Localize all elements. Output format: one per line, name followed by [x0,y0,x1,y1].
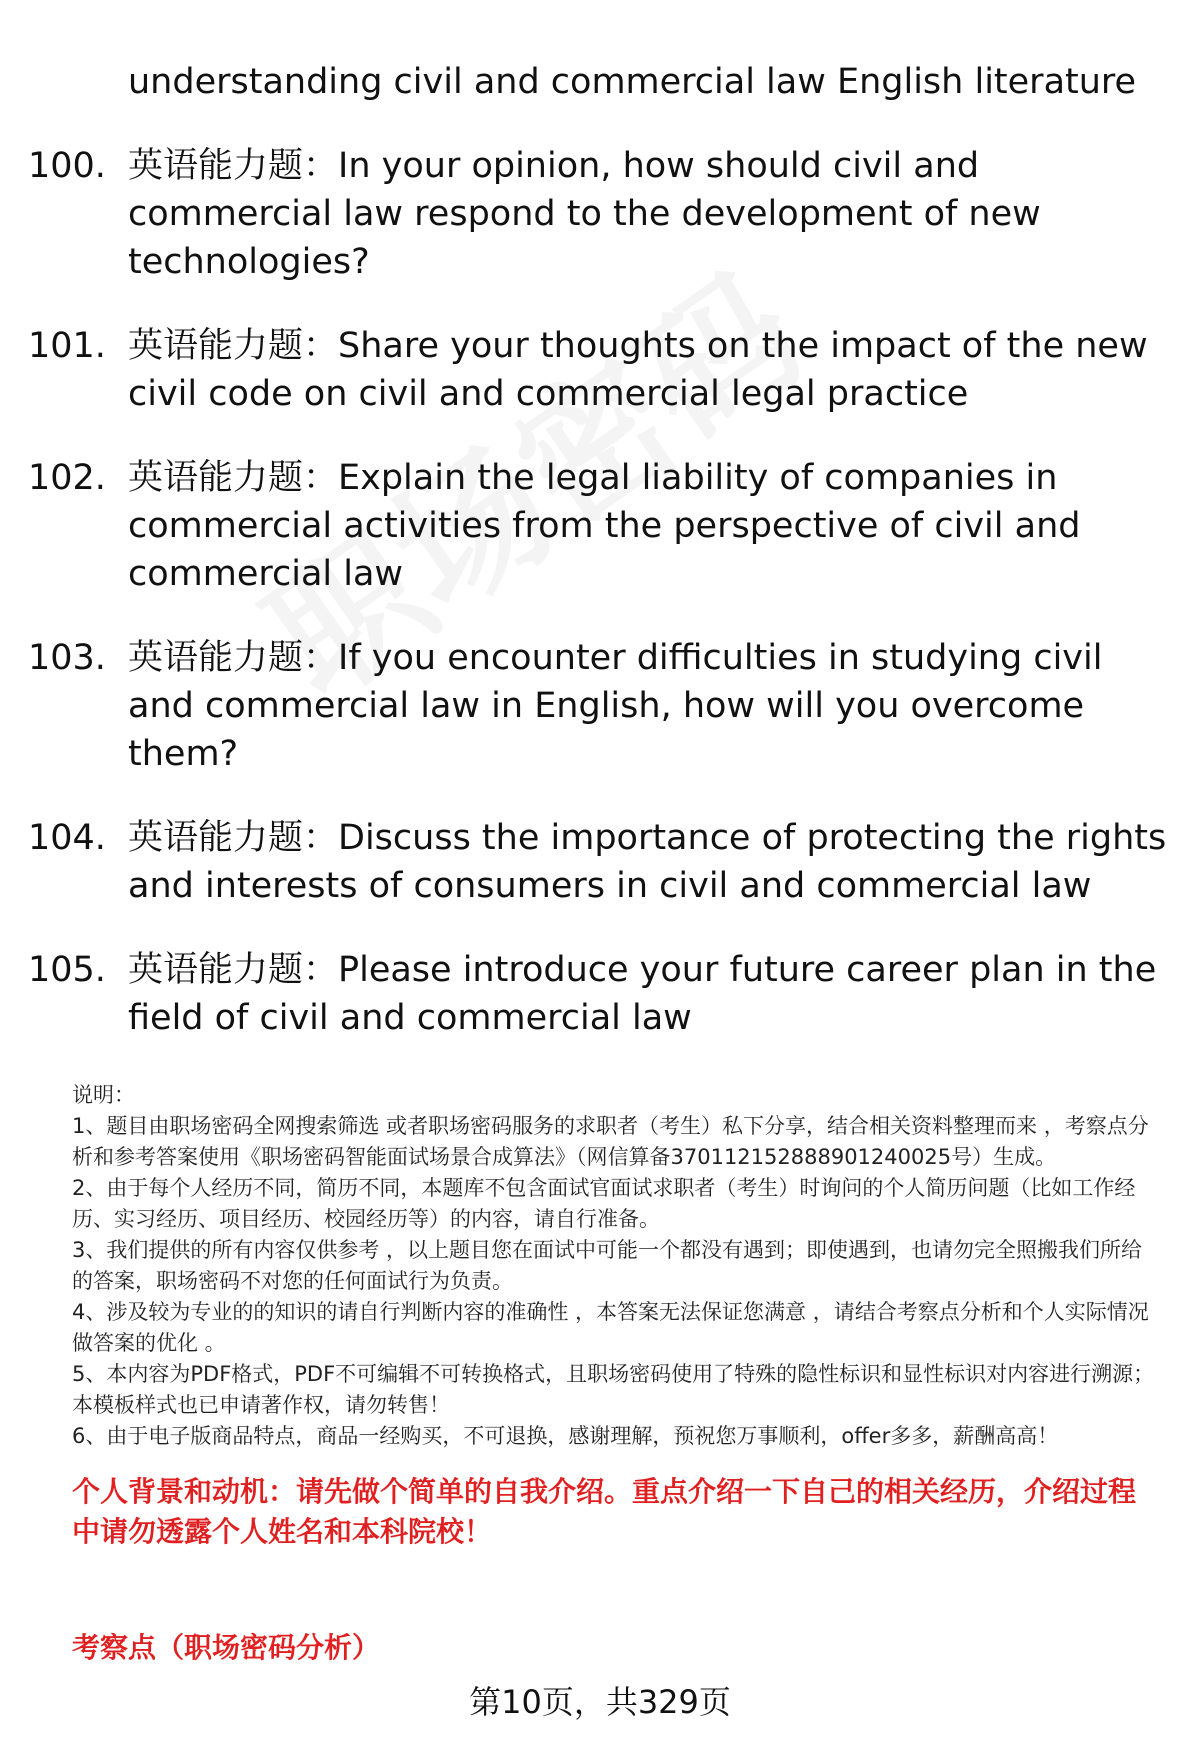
question-number: 103. [28,638,106,678]
question-text: 英语能力题：Discuss the importance of protecting the rights and interests of consumers in civil and commercial law [128,818,1167,906]
question-text: 英语能力题：Explain the legal liability of companies in commercial activities from the perspective of civil and commercial law [128,458,1081,594]
question-item [28,454,1168,598]
note-item: 4、涉及较为专业的的知识的请自行判断内容的准确性 ，本答案无法保证您满意 ，请结合考察点分析和个人实际情况做答案的优化 。 [72,1300,1149,1355]
note-item: 5、本内容为PDF格式，PDF不可编辑不可转换格式，且职场密码使用了特殊的隐性标识和显性标识对内容进行溯源；本模板样式也已申请著作权，请勿转售！ [72,1362,1155,1417]
question-item [28,814,1168,910]
question-number: 101. [28,326,106,366]
question-number: 105. [28,950,106,990]
page-footer: 第10页，共329页 [469,1683,731,1721]
section-heading: 考察点（职场密码分析） [72,1631,381,1664]
notes-title: 说明： [72,1083,135,1107]
note-item: 3、我们提供的所有内容仅供参考 ，以上题目您在面试中可能一个都没有遇到；即使遇到，也请勿完全照搬我们所给的答案，职场密码不对您的任何面试行为负责。 [72,1238,1143,1293]
note-item: 1、题目由职场密码全网搜索筛选 或者职场密码服务的求职者（考生）私下分享，结合相关资料整理而来 ，考察点分析和参考答案使用《职场密码智能面试场景合成算法》（网信算备370112152888901240025号）生成。 [72,1114,1149,1169]
note-item: 6、由于电子版商品特点，商品一经购买，不可退换，感谢理解，预祝您万事顺利，offer多多，薪酬高高！ [72,1424,1059,1448]
question-text: 英语能力题：If you encounter difficulties in studying civil and commercial law in English, how will you overcome them? [128,638,1103,774]
question-number: 102. [28,458,106,498]
question-text: 英语能力题：Share your thoughts on the impact of the new civil code on civil and commercial legal practice [128,326,1148,414]
highlight-question: 个人背景和动机：请先做个简单的自我介绍。重点介绍一下自己的相关经历，介绍过程中请勿透露个人姓名和本科院校！ [72,1475,1137,1548]
question-text: 英语能力题：Please introduce your future career plan in the field of civil and commercial law [128,950,1157,1038]
question-continuation: understanding civil and commercial law English literature [128,62,1137,102]
question-item [28,634,1168,778]
note-item: 2、由于每个人经历不同，简历不同，本题库不包含面试官面试求职者（考生）时询问的个人简历问题（比如工作经历、实习经历、项目经历、校园经历等）的内容，请自行准备。 [72,1176,1136,1231]
question-number: 104. [28,818,106,858]
question-item [28,946,1168,1042]
question-number: 100. [28,146,106,186]
notes-section [72,1080,1162,1452]
question-text: 英语能力题：In your opinion, how should civil and commercial law respond to the development of new technologies? [128,146,1041,282]
question-item [28,322,1168,418]
question-item [28,142,1168,286]
